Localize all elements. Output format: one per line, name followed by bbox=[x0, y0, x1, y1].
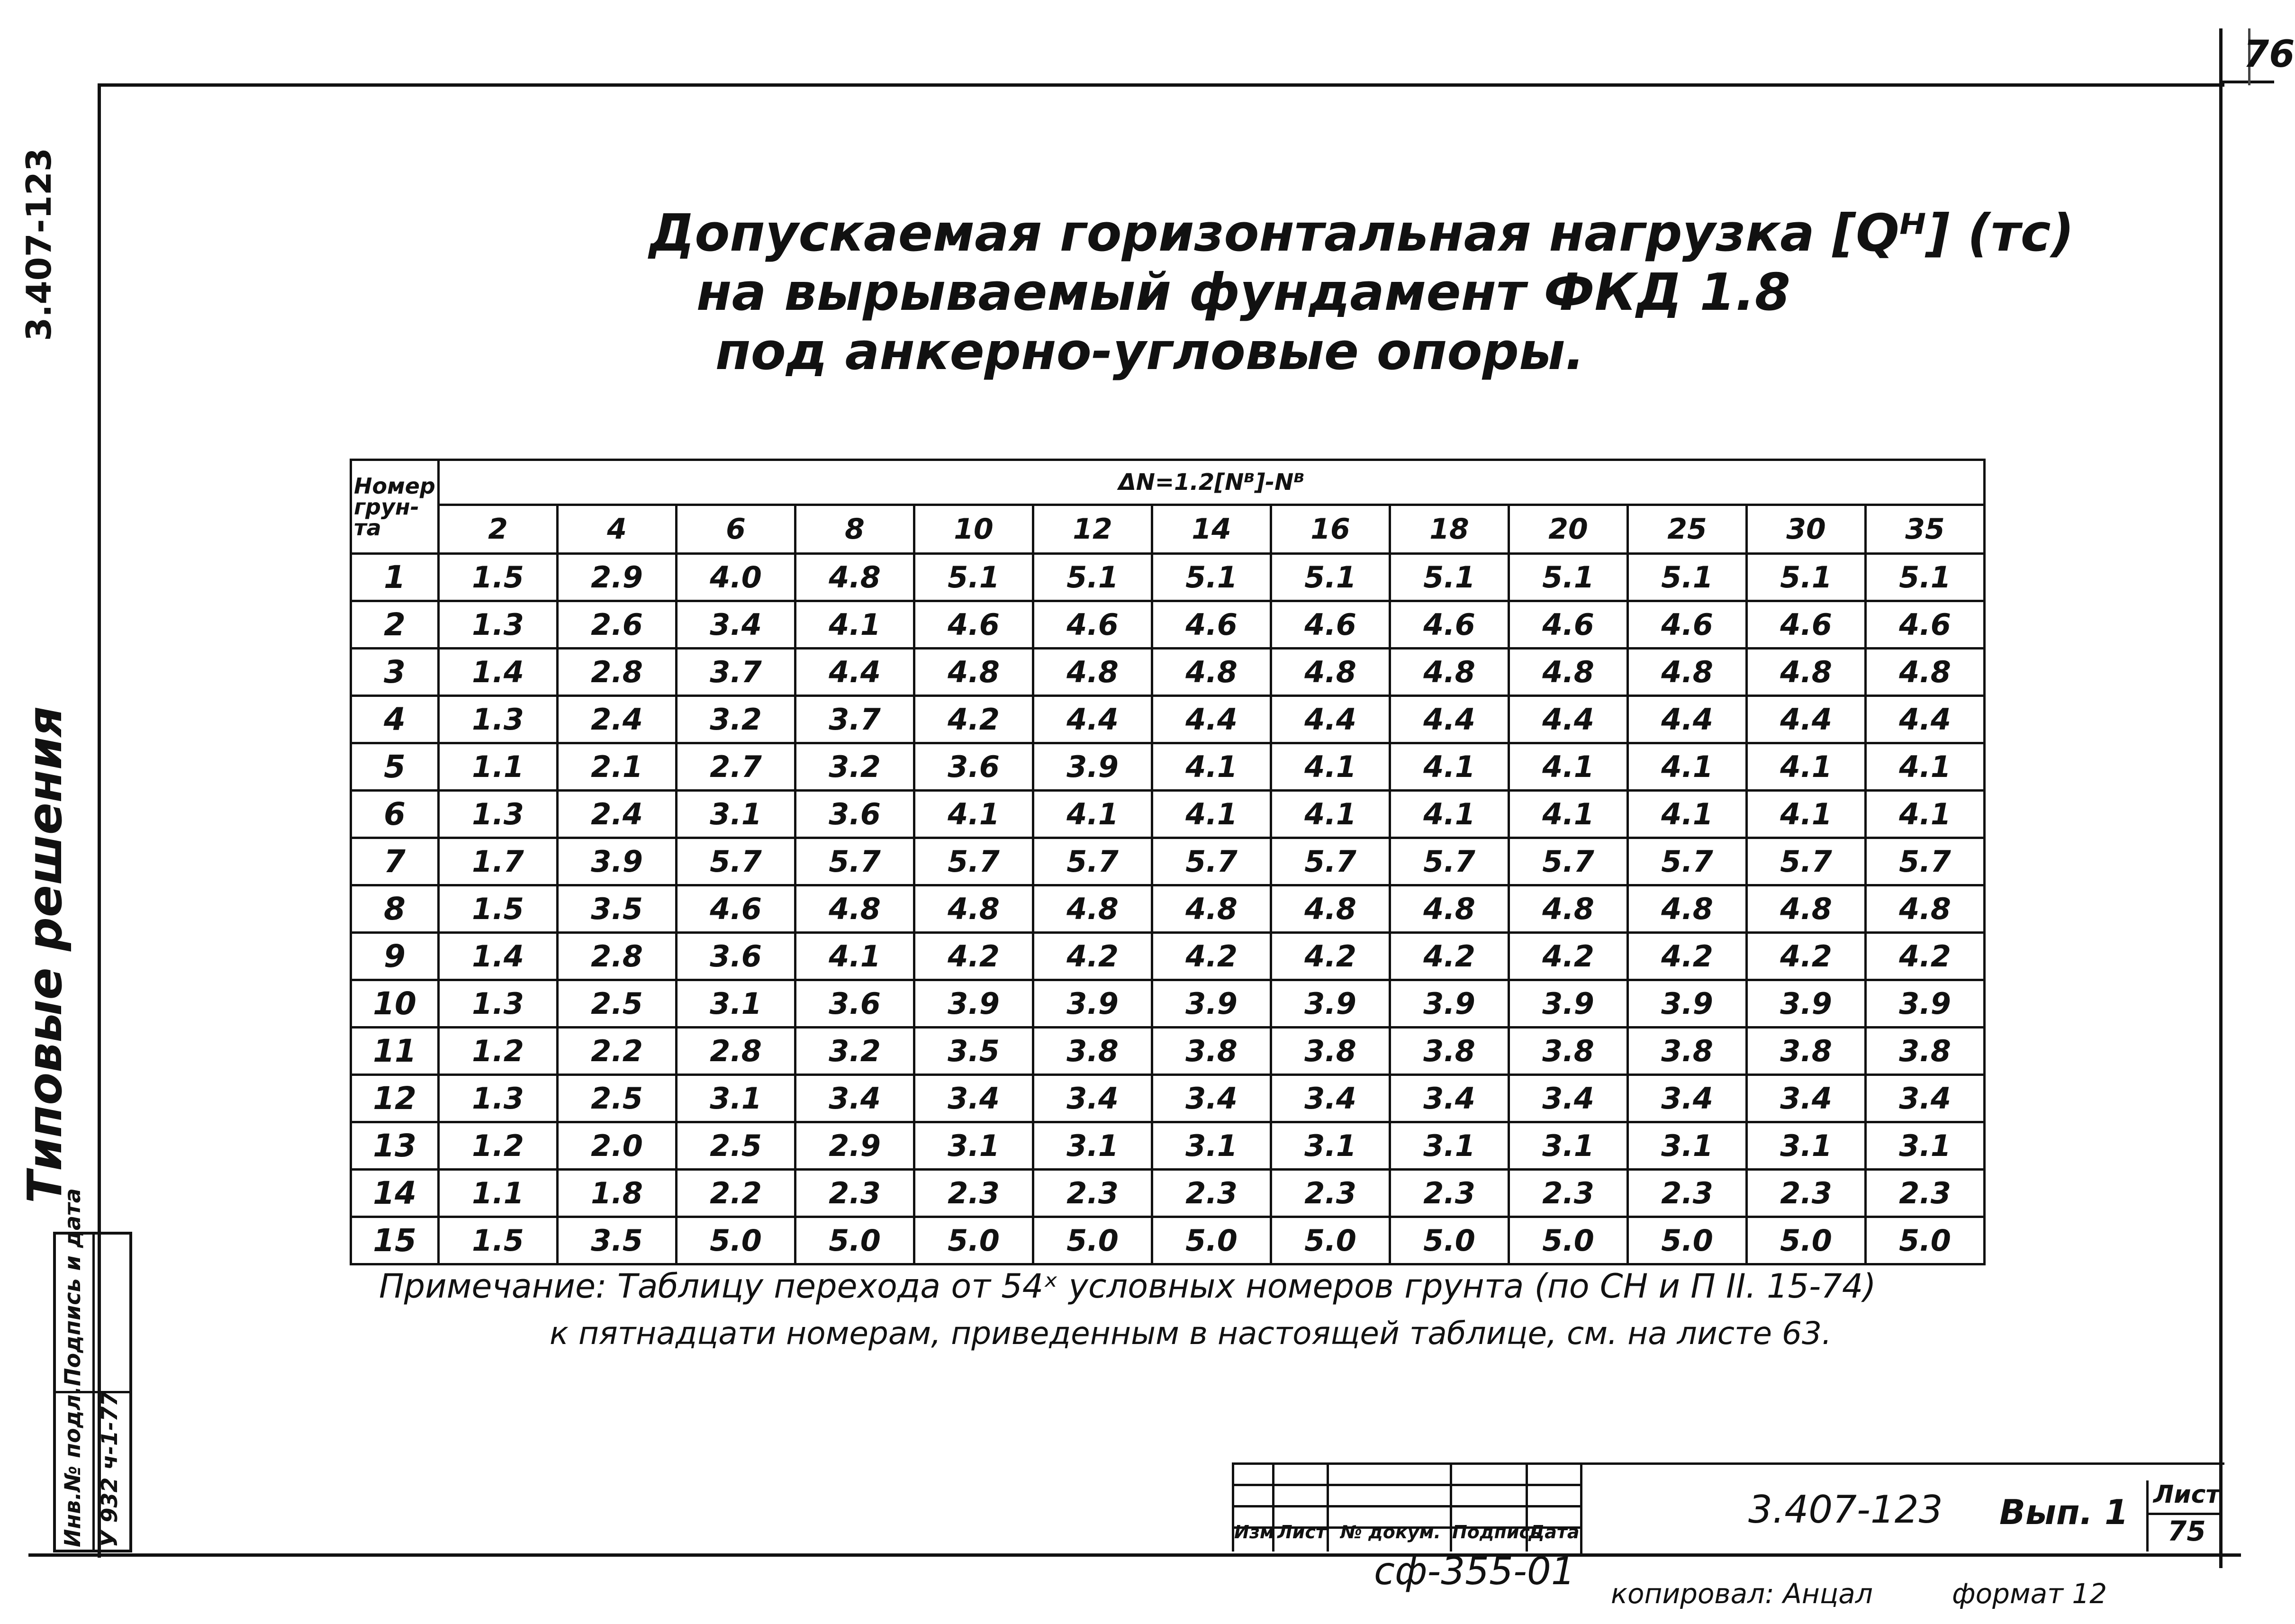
load-value-cell: 5.0 bbox=[1866, 1217, 1985, 1264]
load-value-cell: 3.9 bbox=[1866, 980, 1985, 1028]
load-value-cell: 1.3 bbox=[439, 980, 558, 1028]
title-block-doc-code: 3.407-123 bbox=[1748, 1488, 1943, 1532]
load-value-cell: 4.8 bbox=[1509, 649, 1628, 696]
load-value-cell: 3.6 bbox=[795, 980, 914, 1028]
load-value-cell: 5.1 bbox=[1509, 554, 1628, 601]
load-value-cell: 4.1 bbox=[1509, 743, 1628, 791]
soil-number-cell: 9 bbox=[351, 933, 439, 980]
load-value-cell: 3.1 bbox=[1152, 1122, 1271, 1170]
load-value-cell: 4.6 bbox=[1866, 601, 1985, 649]
load-value-cell: 4.8 bbox=[1747, 885, 1866, 933]
load-value-cell: 5.7 bbox=[795, 838, 914, 885]
soil-number-cell: 5 bbox=[351, 743, 439, 791]
load-value-cell: 1.3 bbox=[439, 696, 558, 743]
load-value-cell: 4.2 bbox=[1033, 933, 1152, 980]
soil-number-cell: 2 bbox=[351, 601, 439, 649]
load-value-cell: 3.4 bbox=[1390, 1075, 1509, 1122]
column-header: 8 bbox=[795, 505, 914, 554]
load-value-cell: 3.9 bbox=[1747, 980, 1866, 1028]
column-header: 20 bbox=[1509, 505, 1628, 554]
load-value-cell: 4.1 bbox=[1271, 791, 1390, 838]
side-document-code: 3.407-123 bbox=[19, 148, 59, 341]
load-value-cell: 3.8 bbox=[1628, 1028, 1747, 1075]
load-value-cell: 1.3 bbox=[439, 601, 558, 649]
load-value-cell: 3.9 bbox=[1033, 743, 1152, 791]
load-value-cell: 1.1 bbox=[439, 1170, 558, 1217]
title-line-3: под анкерно-угловые опоры. bbox=[715, 322, 1585, 381]
load-value-cell: 4.6 bbox=[1390, 601, 1509, 649]
note bbox=[379, 1263, 1876, 1357]
table-row bbox=[351, 1217, 1985, 1264]
load-value-cell: 4.4 bbox=[1747, 696, 1866, 743]
load-value-cell: 3.8 bbox=[1033, 1028, 1152, 1075]
load-value-cell: 5.1 bbox=[1628, 554, 1747, 601]
load-value-cell: 3.8 bbox=[1271, 1028, 1390, 1075]
left-stamp-inventory-value: У 932 ч-1-77 bbox=[97, 1391, 122, 1547]
load-value-cell: 1.2 bbox=[439, 1028, 558, 1075]
load-value-cell: 3.5 bbox=[914, 1028, 1033, 1075]
load-value-cell: 3.4 bbox=[1271, 1075, 1390, 1122]
column-header: 12 bbox=[1033, 505, 1152, 554]
load-value-cell: 3.1 bbox=[1509, 1122, 1628, 1170]
load-value-cell: 3.1 bbox=[1033, 1122, 1152, 1170]
frame-bottom-line bbox=[28, 1553, 2241, 1557]
load-value-cell: 2.3 bbox=[1628, 1170, 1747, 1217]
table-row bbox=[351, 1075, 1985, 1122]
load-value-cell: 5.0 bbox=[1747, 1217, 1866, 1264]
soil-number-cell: 3 bbox=[351, 649, 439, 696]
load-value-cell: 4.1 bbox=[1628, 743, 1747, 791]
note-line-2: к пятнадцати номерам, приведенным в настоящей таблице, см. на листе 63. bbox=[550, 1315, 1832, 1352]
load-value-cell: 3.6 bbox=[914, 743, 1033, 791]
side-typical-solutions-label: Типовые решения bbox=[17, 706, 72, 1203]
load-value-cell: 3.1 bbox=[677, 980, 795, 1028]
load-value-cell: 3.9 bbox=[1628, 980, 1747, 1028]
load-value-cell: 3.7 bbox=[795, 696, 914, 743]
load-value-cell: 4.1 bbox=[1152, 791, 1271, 838]
load-value-cell: 5.1 bbox=[1033, 554, 1152, 601]
soil-number-cell: 6 bbox=[351, 791, 439, 838]
load-value-cell: 5.1 bbox=[1152, 554, 1271, 601]
note-line-1: Примечание: Таблицу перехода от 54ˣ условных номеров грунта (по СН и П II. 15-74) bbox=[379, 1267, 1876, 1306]
load-value-cell: 1.4 bbox=[439, 649, 558, 696]
load-value-cell: 3.4 bbox=[1033, 1075, 1152, 1122]
load-value-cell: 4.8 bbox=[1271, 885, 1390, 933]
load-value-cell: 4.4 bbox=[1628, 696, 1747, 743]
column-header: 25 bbox=[1628, 505, 1747, 554]
load-value-cell: 2.5 bbox=[558, 1075, 677, 1122]
load-value-cell: 4.6 bbox=[677, 885, 795, 933]
load-value-cell: 5.0 bbox=[914, 1217, 1033, 1264]
load-value-cell: 2.3 bbox=[1152, 1170, 1271, 1217]
load-value-cell: 5.0 bbox=[1152, 1217, 1271, 1264]
delta-n-header: ΔN=1.2[Nᴮ]-Nᴮ bbox=[439, 460, 1985, 505]
load-value-cell: 3.4 bbox=[1628, 1075, 1747, 1122]
table-row bbox=[351, 1122, 1985, 1170]
load-value-cell: 3.1 bbox=[677, 791, 795, 838]
load-value-cell: 4.8 bbox=[914, 649, 1033, 696]
load-value-cell: 3.4 bbox=[1509, 1075, 1628, 1122]
load-value-cell: 5.7 bbox=[677, 838, 795, 885]
load-value-cell: 3.9 bbox=[914, 980, 1033, 1028]
stamp-label-change: Изм bbox=[1234, 1522, 1274, 1543]
table-row bbox=[351, 1170, 1985, 1217]
table-row bbox=[351, 554, 1985, 601]
load-value-cell: 5.7 bbox=[1152, 838, 1271, 885]
load-value-cell: 3.9 bbox=[1509, 980, 1628, 1028]
load-value-cell: 5.0 bbox=[795, 1217, 914, 1264]
load-table bbox=[350, 459, 1986, 1265]
soil-number-cell: 14 bbox=[351, 1170, 439, 1217]
table-row bbox=[351, 885, 1985, 933]
load-value-cell: 4.1 bbox=[795, 933, 914, 980]
load-value-cell: 3.4 bbox=[795, 1075, 914, 1122]
load-value-cell: 4.2 bbox=[1747, 933, 1866, 980]
soil-number-cell: 1 bbox=[351, 554, 439, 601]
load-value-cell: 1.8 bbox=[558, 1170, 677, 1217]
load-value-cell: 4.8 bbox=[1866, 885, 1985, 933]
load-value-cell: 4.8 bbox=[795, 554, 914, 601]
column-header: 4 bbox=[558, 505, 677, 554]
load-value-cell: 2.5 bbox=[677, 1122, 795, 1170]
load-value-cell: 2.8 bbox=[558, 649, 677, 696]
table-row bbox=[351, 791, 1985, 838]
load-value-cell: 4.4 bbox=[1152, 696, 1271, 743]
load-value-cell: 4.8 bbox=[1628, 649, 1747, 696]
load-value-cell: 3.8 bbox=[1866, 1028, 1985, 1075]
frame-right-line bbox=[2219, 28, 2223, 1568]
load-value-cell: 4.0 bbox=[677, 554, 795, 601]
soil-number-cell: 10 bbox=[351, 980, 439, 1028]
load-value-cell: 2.3 bbox=[1390, 1170, 1509, 1217]
table-row bbox=[351, 696, 1985, 743]
load-value-cell: 5.0 bbox=[677, 1217, 795, 1264]
load-value-cell: 4.1 bbox=[1866, 743, 1985, 791]
load-value-cell: 3.9 bbox=[1152, 980, 1271, 1028]
load-value-cell: 4.8 bbox=[1271, 649, 1390, 696]
load-value-cell: 5.0 bbox=[1509, 1217, 1628, 1264]
load-value-cell: 4.1 bbox=[1033, 791, 1152, 838]
load-value-cell: 3.8 bbox=[1509, 1028, 1628, 1075]
load-value-cell: 1.5 bbox=[439, 554, 558, 601]
copied-by: копировал: Анцал bbox=[1611, 1578, 1873, 1610]
soil-number-cell: 15 bbox=[351, 1217, 439, 1264]
load-value-cell: 5.7 bbox=[1747, 838, 1866, 885]
load-value-cell: 5.1 bbox=[1390, 554, 1509, 601]
load-value-cell: 3.5 bbox=[558, 1217, 677, 1264]
load-value-cell: 4.4 bbox=[795, 649, 914, 696]
column-header: 18 bbox=[1390, 505, 1509, 554]
load-value-cell: 3.4 bbox=[677, 601, 795, 649]
load-value-cell: 3.1 bbox=[914, 1122, 1033, 1170]
load-value-cell: 5.7 bbox=[1390, 838, 1509, 885]
load-value-cell: 4.1 bbox=[1628, 791, 1747, 838]
column-header: 30 bbox=[1747, 505, 1866, 554]
load-value-cell: 4.2 bbox=[1390, 933, 1509, 980]
load-value-cell: 3.9 bbox=[1033, 980, 1152, 1028]
load-value-cell: 3.9 bbox=[1390, 980, 1509, 1028]
load-value-cell: 3.8 bbox=[1747, 1028, 1866, 1075]
load-value-cell: 4.1 bbox=[795, 601, 914, 649]
load-value-cell: 3.1 bbox=[1390, 1122, 1509, 1170]
load-value-cell: 4.8 bbox=[795, 885, 914, 933]
load-value-cell: 4.6 bbox=[1509, 601, 1628, 649]
stamp-label-doc-number: № докум. bbox=[1340, 1522, 1441, 1543]
column-header: 2 bbox=[439, 505, 558, 554]
load-value-cell: 4.8 bbox=[1152, 885, 1271, 933]
load-value-cell: 1.5 bbox=[439, 1217, 558, 1264]
load-value-cell: 2.4 bbox=[558, 696, 677, 743]
soil-number-cell: 11 bbox=[351, 1028, 439, 1075]
load-value-cell: 4.4 bbox=[1866, 696, 1985, 743]
corner-sheet-number: 76 bbox=[2243, 33, 2295, 76]
stamp-label-date: Дата bbox=[1528, 1522, 1580, 1543]
stamp-label-signature: Подпись bbox=[1452, 1522, 1542, 1543]
load-value-cell: 5.7 bbox=[914, 838, 1033, 885]
sheet-format: формат 12 bbox=[1952, 1578, 2107, 1610]
column-header: 10 bbox=[914, 505, 1033, 554]
load-value-cell: 5.7 bbox=[1033, 838, 1152, 885]
load-value-cell: 5.7 bbox=[1509, 838, 1628, 885]
form-code: сф-355-01 bbox=[1374, 1549, 1575, 1593]
load-value-cell: 3.4 bbox=[1152, 1075, 1271, 1122]
table-row bbox=[351, 1028, 1985, 1075]
soil-number-cell: 4 bbox=[351, 696, 439, 743]
load-value-cell: 5.7 bbox=[1271, 838, 1390, 885]
soil-number-cell: 8 bbox=[351, 885, 439, 933]
left-stamp-inventory-label: Инв.№ подл. bbox=[60, 1386, 85, 1547]
load-value-cell: 3.4 bbox=[1747, 1075, 1866, 1122]
soil-number-cell: 13 bbox=[351, 1122, 439, 1170]
load-value-cell: 2.8 bbox=[677, 1028, 795, 1075]
load-value-cell: 4.4 bbox=[1271, 696, 1390, 743]
table-body bbox=[351, 554, 1985, 1264]
load-value-cell: 5.0 bbox=[1033, 1217, 1152, 1264]
load-value-cell: 5.1 bbox=[914, 554, 1033, 601]
load-value-cell: 4.1 bbox=[1390, 791, 1509, 838]
title-block-issue: Вып. 1 bbox=[1999, 1492, 2129, 1532]
load-value-cell: 4.1 bbox=[1747, 791, 1866, 838]
load-value-cell: 4.6 bbox=[1747, 601, 1866, 649]
load-value-cell: 4.8 bbox=[1866, 649, 1985, 696]
revision-labels bbox=[1234, 1522, 1580, 1543]
load-value-cell: 3.1 bbox=[677, 1075, 795, 1122]
load-value-cell: 3.5 bbox=[558, 885, 677, 933]
load-value-cell: 4.6 bbox=[1033, 601, 1152, 649]
load-value-cell: 4.1 bbox=[1271, 743, 1390, 791]
load-value-cell: 4.4 bbox=[1509, 696, 1628, 743]
load-value-cell: 1.4 bbox=[439, 933, 558, 980]
load-value-cell: 3.1 bbox=[1628, 1122, 1747, 1170]
table-row bbox=[351, 601, 1985, 649]
soil-number-cell: 12 bbox=[351, 1075, 439, 1122]
load-value-cell: 2.8 bbox=[558, 933, 677, 980]
load-value-cell: 1.7 bbox=[439, 838, 558, 885]
load-value-cell: 4.8 bbox=[1628, 885, 1747, 933]
load-value-cell: 2.3 bbox=[1866, 1170, 1985, 1217]
load-value-cell: 4.6 bbox=[1152, 601, 1271, 649]
load-value-cell: 2.3 bbox=[1509, 1170, 1628, 1217]
soil-number-cell: 7 bbox=[351, 838, 439, 885]
load-value-cell: 3.2 bbox=[795, 743, 914, 791]
sheet-number: 75 bbox=[2168, 1515, 2206, 1547]
load-value-cell: 4.1 bbox=[1152, 743, 1271, 791]
load-value-cell: 1.3 bbox=[439, 791, 558, 838]
load-value-cell: 4.2 bbox=[1152, 933, 1271, 980]
load-value-cell: 2.9 bbox=[558, 554, 677, 601]
load-value-cell: 4.8 bbox=[1033, 885, 1152, 933]
column-header: 16 bbox=[1271, 505, 1390, 554]
stamp-label-sheet: Лист bbox=[1277, 1522, 1326, 1543]
load-value-cell: 2.5 bbox=[558, 980, 677, 1028]
load-value-cell: 2.0 bbox=[558, 1122, 677, 1170]
title-line-1: Допускаемая горизонтальная нагрузка [Qᴴ] (тс) bbox=[649, 204, 2074, 263]
load-value-cell: 3.8 bbox=[1390, 1028, 1509, 1075]
load-value-cell: 2.9 bbox=[795, 1122, 914, 1170]
table-row bbox=[351, 649, 1985, 696]
soil-number-header: Номер грун-та bbox=[351, 460, 439, 554]
load-value-cell: 4.8 bbox=[1152, 649, 1271, 696]
load-value-cell: 4.4 bbox=[1033, 696, 1152, 743]
load-value-cell: 2.3 bbox=[1271, 1170, 1390, 1217]
column-header-row bbox=[351, 505, 1985, 554]
load-value-cell: 3.2 bbox=[677, 696, 795, 743]
load-value-cell: 2.2 bbox=[677, 1170, 795, 1217]
load-value-cell: 3.1 bbox=[1866, 1122, 1985, 1170]
load-value-cell: 4.1 bbox=[1866, 791, 1985, 838]
column-header: 6 bbox=[677, 505, 795, 554]
load-value-cell: 4.2 bbox=[1628, 933, 1747, 980]
load-value-cell: 4.1 bbox=[1509, 791, 1628, 838]
load-value-cell: 4.1 bbox=[914, 791, 1033, 838]
load-value-cell: 5.7 bbox=[1866, 838, 1985, 885]
load-value-cell: 2.7 bbox=[677, 743, 795, 791]
load-value-cell: 3.6 bbox=[677, 933, 795, 980]
load-value-cell: 4.6 bbox=[914, 601, 1033, 649]
load-value-cell: 3.1 bbox=[1747, 1122, 1866, 1170]
column-header: 35 bbox=[1866, 505, 1985, 554]
column-header: 14 bbox=[1152, 505, 1271, 554]
left-stamp-signature-label: Подпись и дата bbox=[60, 1188, 85, 1386]
load-value-cell: 4.2 bbox=[914, 933, 1033, 980]
load-value-cell: 4.4 bbox=[1390, 696, 1509, 743]
load-value-cell: 3.6 bbox=[795, 791, 914, 838]
table-row bbox=[351, 838, 1985, 885]
load-value-cell: 3.8 bbox=[1152, 1028, 1271, 1075]
load-value-cell: 3.7 bbox=[677, 649, 795, 696]
load-value-cell: 2.4 bbox=[558, 791, 677, 838]
load-value-cell: 4.8 bbox=[1747, 649, 1866, 696]
load-value-cell: 1.5 bbox=[439, 885, 558, 933]
sheet-label: Лист bbox=[2153, 1480, 2220, 1509]
load-value-cell: 3.4 bbox=[914, 1075, 1033, 1122]
load-value-cell: 4.1 bbox=[1390, 743, 1509, 791]
load-value-cell: 4.8 bbox=[1033, 649, 1152, 696]
load-value-cell: 4.2 bbox=[1866, 933, 1985, 980]
load-value-cell: 3.2 bbox=[795, 1028, 914, 1075]
load-value-cell: 1.2 bbox=[439, 1122, 558, 1170]
left-vertical-stamp bbox=[53, 1188, 132, 1552]
load-value-cell: 4.6 bbox=[1628, 601, 1747, 649]
load-value-cell: 4.8 bbox=[1390, 885, 1509, 933]
load-value-cell: 3.9 bbox=[558, 838, 677, 885]
table-row bbox=[351, 743, 1985, 791]
load-value-cell: 4.2 bbox=[914, 696, 1033, 743]
load-value-cell: 3.9 bbox=[1271, 980, 1390, 1028]
load-value-cell: 2.3 bbox=[914, 1170, 1033, 1217]
load-value-cell: 4.2 bbox=[1509, 933, 1628, 980]
load-value-cell: 2.1 bbox=[558, 743, 677, 791]
load-value-cell: 4.6 bbox=[1271, 601, 1390, 649]
load-value-cell: 5.1 bbox=[1271, 554, 1390, 601]
load-value-cell: 3.1 bbox=[1271, 1122, 1390, 1170]
load-value-cell: 4.1 bbox=[1747, 743, 1866, 791]
load-value-cell: 2.3 bbox=[1747, 1170, 1866, 1217]
load-value-cell: 5.0 bbox=[1390, 1217, 1509, 1264]
load-value-cell: 5.7 bbox=[1628, 838, 1747, 885]
load-value-cell: 2.2 bbox=[558, 1028, 677, 1075]
load-value-cell: 4.8 bbox=[1509, 885, 1628, 933]
load-value-cell: 5.0 bbox=[1628, 1217, 1747, 1264]
load-value-cell: 2.3 bbox=[1033, 1170, 1152, 1217]
load-value-cell: 2.6 bbox=[558, 601, 677, 649]
load-value-cell: 1.1 bbox=[439, 743, 558, 791]
title-line-2: на вырываемый фундамент ФКД 1.8 bbox=[696, 263, 1790, 322]
table-row bbox=[351, 933, 1985, 980]
load-value-cell: 5.0 bbox=[1271, 1217, 1390, 1264]
load-value-cell: 4.8 bbox=[1390, 649, 1509, 696]
table-row bbox=[351, 980, 1985, 1028]
load-value-cell: 1.3 bbox=[439, 1075, 558, 1122]
load-value-cell: 5.1 bbox=[1866, 554, 1985, 601]
load-value-cell: 5.1 bbox=[1747, 554, 1866, 601]
load-value-cell: 4.8 bbox=[914, 885, 1033, 933]
load-value-cell: 2.3 bbox=[795, 1170, 914, 1217]
load-value-cell: 4.2 bbox=[1271, 933, 1390, 980]
page-title bbox=[649, 204, 2074, 381]
load-value-cell: 3.4 bbox=[1866, 1075, 1985, 1122]
